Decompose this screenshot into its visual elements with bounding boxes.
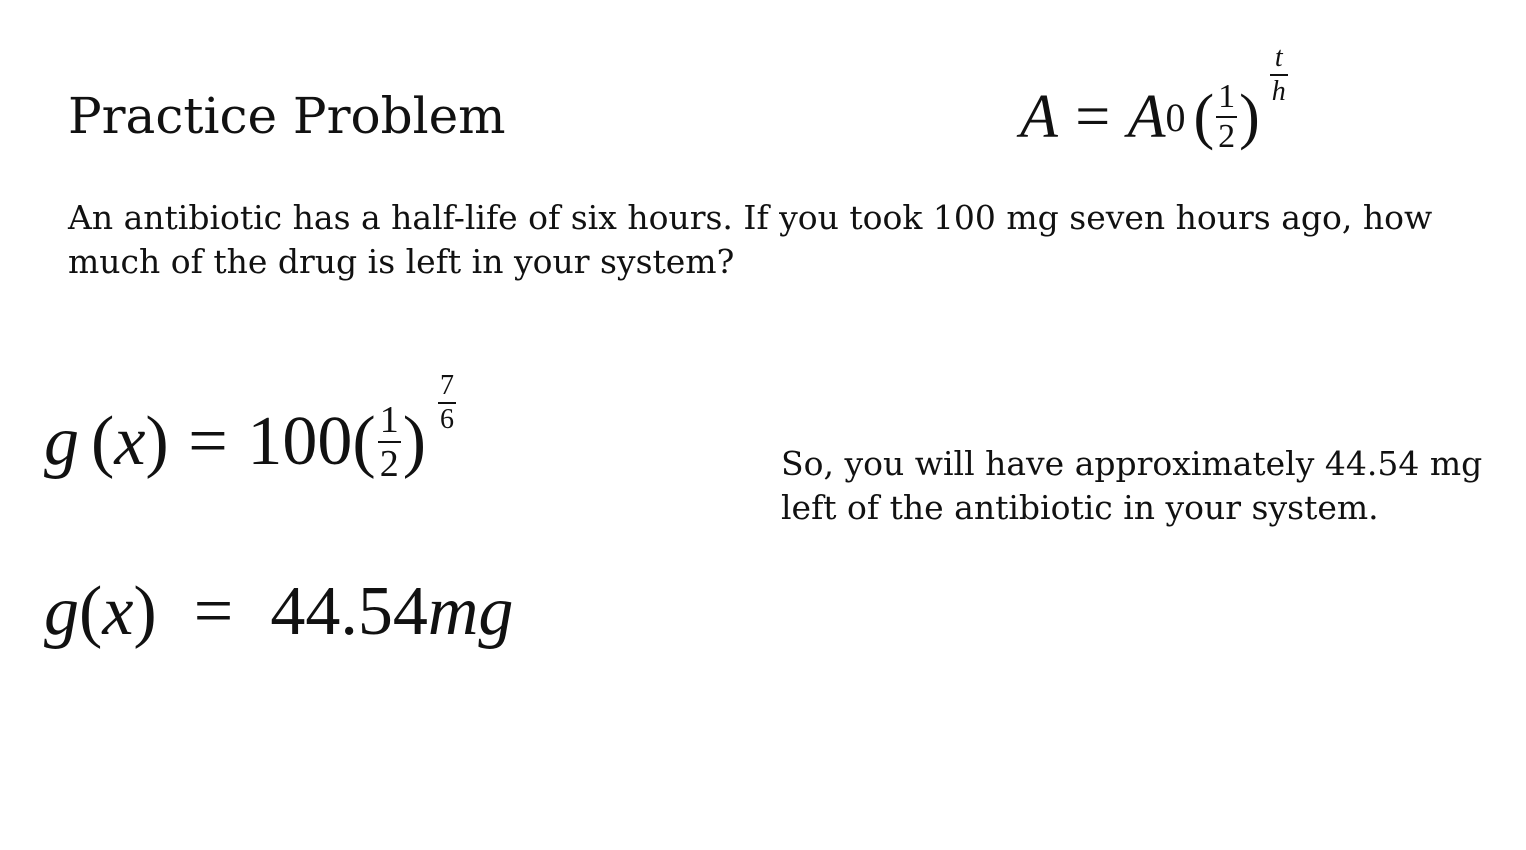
eq2-equals: = — [193, 573, 234, 650]
formula-exponent-denominator: h — [1271, 76, 1286, 107]
eq1-frac-open-paren: ( — [352, 403, 376, 480]
eq1-exponent-denominator: 6 — [440, 404, 454, 435]
formula-fraction-numerator: 1 — [1218, 78, 1236, 115]
formula-lhs: A — [1020, 82, 1058, 151]
equation-result — [44, 562, 513, 662]
eq2-function: g — [44, 573, 79, 650]
formula-base-subscript: 0 — [1165, 94, 1186, 140]
eq1-fraction — [378, 401, 401, 483]
eq2-value: 44.54 — [270, 573, 428, 650]
equation-substitution — [44, 372, 458, 512]
eq1-exponent — [438, 372, 456, 434]
formula-close-paren: ) — [1239, 82, 1260, 151]
problem-statement: An antibiotic has a half-life of six hours. If you took 100 mg seven hours ago, how much of the drug is left in your system? — [68, 198, 1433, 281]
eq1-function: g — [44, 403, 79, 480]
eq1-equals: = — [188, 403, 228, 480]
formula-exponent-numerator: t — [1274, 42, 1283, 73]
eq1-close-paren: ) — [145, 403, 169, 480]
slide-title: Practice Problem — [68, 87, 506, 145]
formula-fraction-denominator: 2 — [1218, 118, 1236, 155]
formula-equals: = — [1075, 82, 1111, 151]
eq2-unit: mg — [427, 573, 514, 650]
formula-open-paren: ( — [1193, 82, 1215, 151]
eq1-frac-close-paren: ) — [402, 403, 426, 480]
answer-statement: So, you will have approximately 44.54 mg left of the antibiotic in your system. — [781, 444, 1483, 527]
eq1-exponent-numerator: 7 — [440, 370, 454, 401]
formula-exponent — [1270, 44, 1288, 106]
eq2-close-paren: ) — [133, 573, 157, 650]
formula-base-var: A — [1127, 82, 1166, 151]
eq2-variable: x — [102, 573, 134, 650]
eq1-fraction-denominator: 2 — [379, 443, 399, 485]
eq1-open-paren: ( — [91, 403, 115, 480]
eq2-open-paren: ( — [79, 573, 103, 650]
eq1-fraction-numerator: 1 — [379, 399, 399, 441]
half-life-formula — [1020, 42, 1290, 172]
eq1-coefficient: 100 — [247, 403, 353, 480]
eq1-variable: x — [114, 403, 146, 480]
formula-fraction — [1216, 80, 1237, 154]
